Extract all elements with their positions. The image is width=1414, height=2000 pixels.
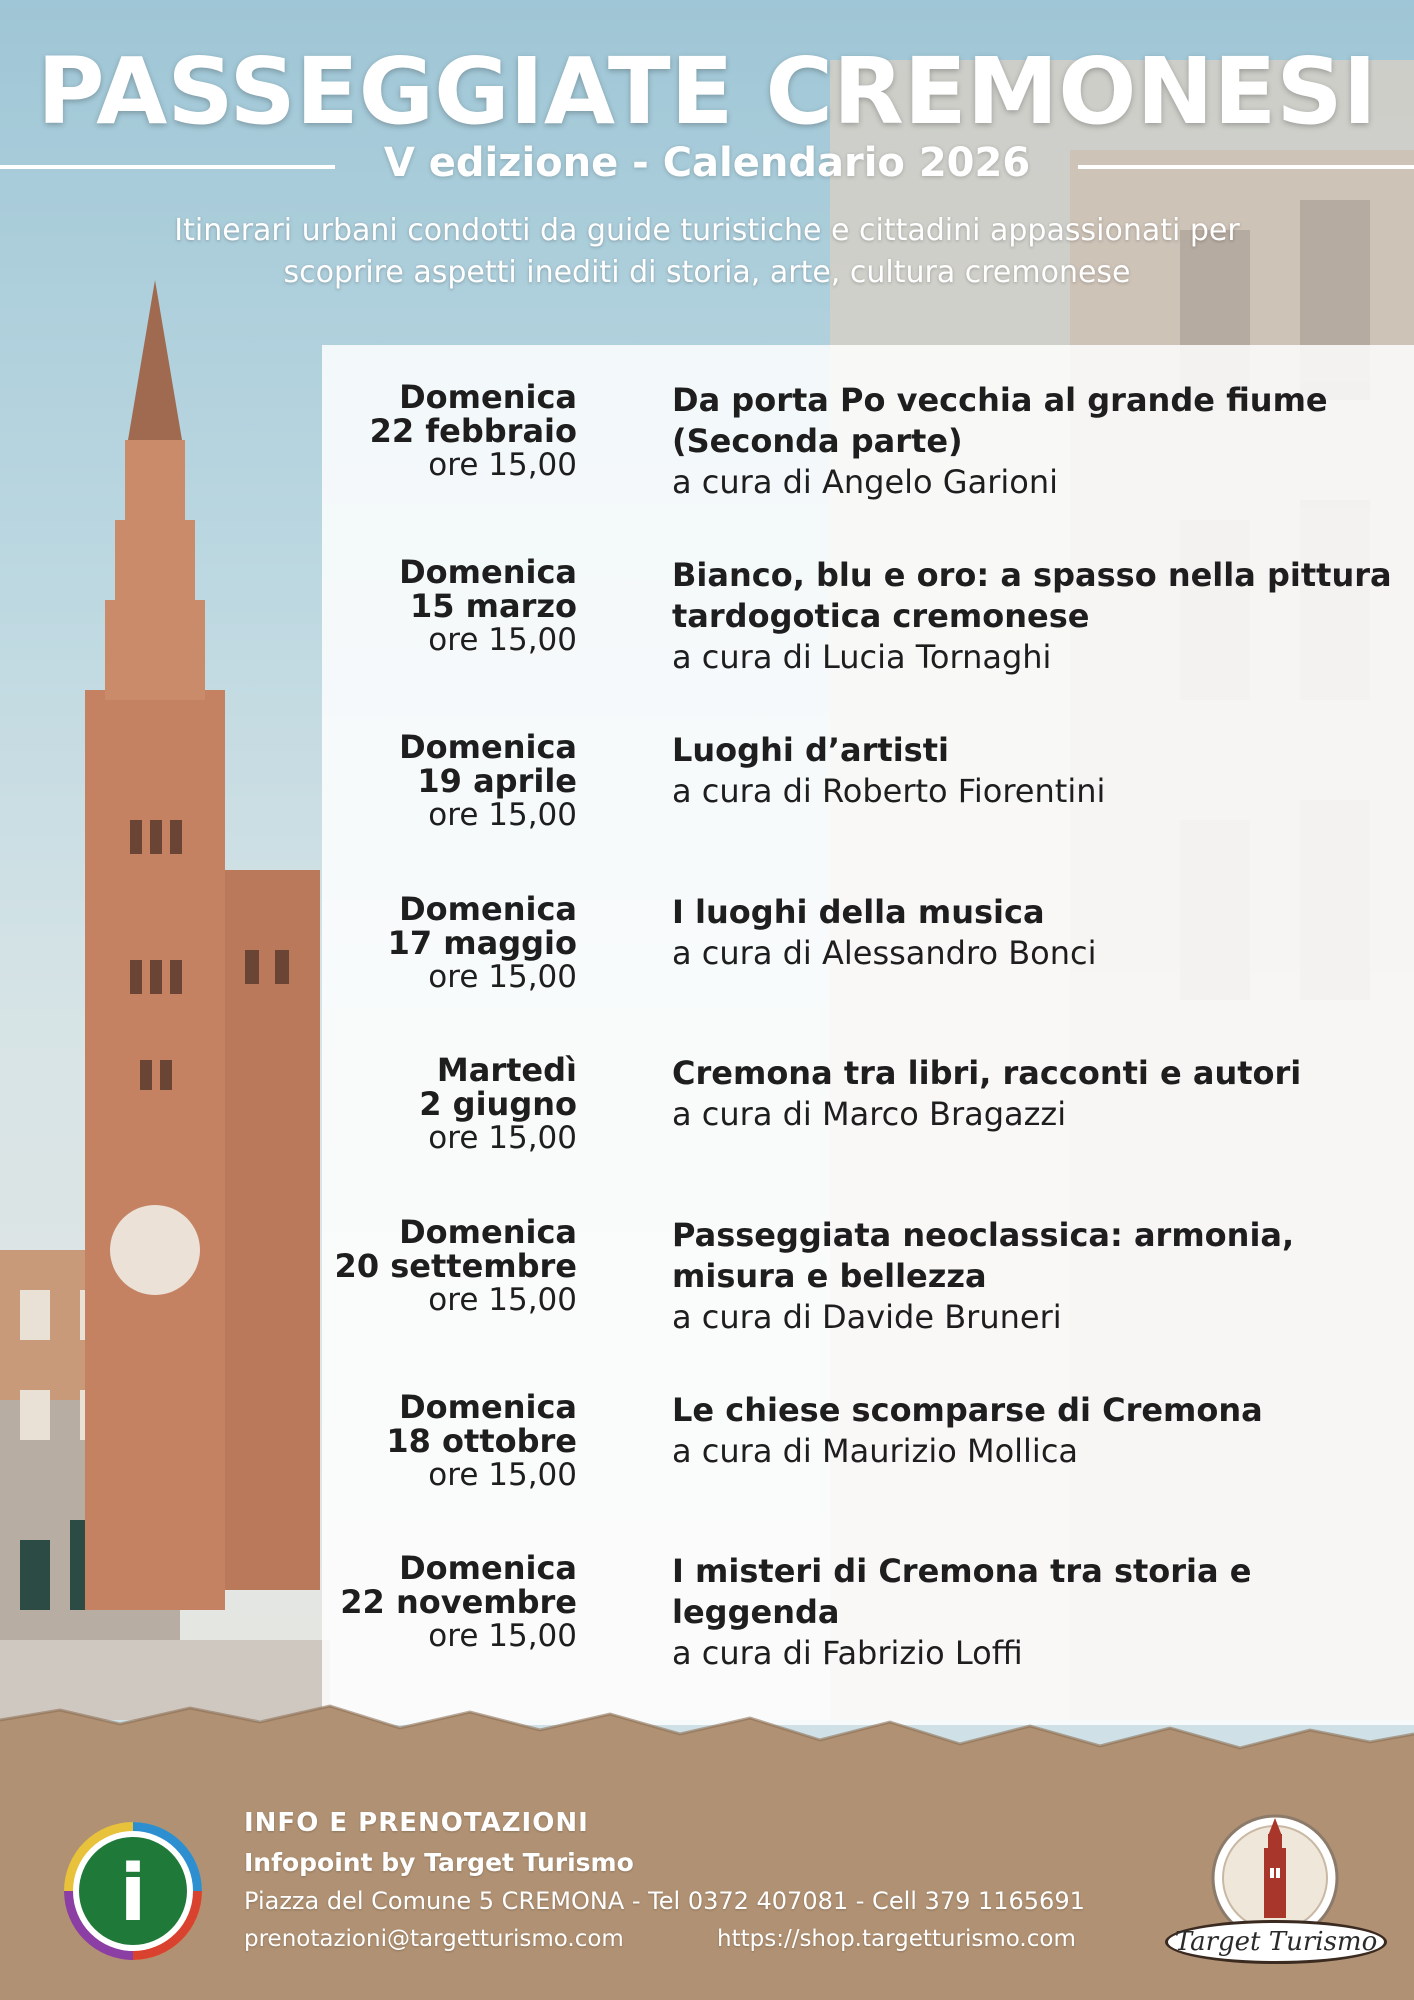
- event-curator: a cura di Alessandro Bonci: [672, 934, 1097, 972]
- infopoint-name: Infopoint by Target Turismo: [244, 1848, 634, 1877]
- event-info: [672, 730, 1412, 812]
- intro-line-2: scoprire aspetti inediti di storia, arte, cultura cremonese: [283, 255, 1131, 290]
- event-title-line: Da porta Po vecchia al grande fiume: [672, 381, 1328, 419]
- shop-website-link[interactable]: https://shop.targetturismo.com: [717, 1926, 1076, 1952]
- event-curator: a cura di Davide Bruneri: [672, 1298, 1062, 1336]
- event-day: Martedì: [436, 1051, 577, 1089]
- event-title-line: Le chiese scomparse di Cremona: [672, 1391, 1263, 1429]
- event-curator: a cura di Angelo Garioni: [672, 463, 1058, 501]
- contact-address: Piazza del Comune 5 CREMONA - Tel 0372 407081 - Cell 379 1165691: [244, 1887, 1085, 1915]
- contact-email-link[interactable]: prenotazioni@targetturismo.com: [244, 1926, 624, 1952]
- event-title-line: tardogotica cremonese: [672, 597, 1090, 635]
- event-date-month: 15 marzo: [410, 587, 577, 625]
- event-day: Domenica: [399, 1213, 577, 1251]
- event-info: [672, 892, 1412, 974]
- info-icon-glyph: i: [119, 1849, 147, 1939]
- intro-text: [40, 210, 1374, 294]
- event-info: [672, 1215, 1412, 1338]
- event-title-line: I misteri di Cremona tra storia e: [672, 1552, 1252, 1590]
- event-curator: a cura di Maurizio Mollica: [672, 1432, 1079, 1470]
- event-day: Domenica: [399, 1549, 577, 1587]
- subtitle-row: [0, 140, 1414, 190]
- event-info: [672, 1390, 1412, 1472]
- event-date: [322, 892, 577, 995]
- event-date-month: 20 settembre: [334, 1247, 577, 1285]
- event-date-month: 2 giugno: [419, 1085, 577, 1123]
- event-day: Domenica: [399, 890, 577, 928]
- event-date: [322, 1053, 577, 1156]
- event-time: ore 15,00: [428, 797, 577, 833]
- event-time: ore 15,00: [428, 1282, 577, 1318]
- event-title-line: Luoghi d’artisti: [672, 731, 949, 769]
- event-info: [672, 1053, 1412, 1135]
- event-day: Domenica: [399, 1388, 577, 1426]
- intro-line-1: Itinerari urbani condotti da guide turistiche e cittadini appassionati per: [174, 213, 1240, 248]
- event-curator: a cura di Marco Bragazzi: [672, 1095, 1067, 1133]
- event-title-line: (Seconda parte): [672, 422, 963, 460]
- info-icon: [62, 1820, 204, 1962]
- event-time: ore 15,00: [428, 1457, 577, 1493]
- page-title: PASSEGGIATE CREMONESI: [37, 38, 1377, 145]
- event-time: ore 15,00: [428, 622, 577, 658]
- event-date-month: 17 maggio: [387, 924, 577, 962]
- event-info: [672, 380, 1412, 503]
- info-heading: INFO E PRENOTAZIONI: [244, 1808, 589, 1838]
- event-title-line: Passeggiata neoclassica: armonia,: [672, 1216, 1295, 1254]
- event-time: ore 15,00: [428, 959, 577, 995]
- event-date: [322, 730, 577, 833]
- event-title-line: Cremona tra libri, racconti e autori: [672, 1054, 1302, 1092]
- event-date: [322, 1551, 577, 1654]
- event-day: Domenica: [399, 378, 577, 416]
- event-info: [672, 555, 1412, 678]
- edition-subtitle: V edizione - Calendario 2026: [383, 140, 1031, 186]
- event-time: ore 15,00: [428, 447, 577, 483]
- event-curator: a cura di Roberto Fiorentini: [672, 772, 1106, 810]
- event-curator: a cura di Fabrizio Loffi: [672, 1634, 1023, 1672]
- event-date: [322, 380, 577, 483]
- event-title-line: Bianco, blu e oro: a spasso nella pittura: [672, 556, 1392, 594]
- event-curator: a cura di Lucia Tornaghi: [672, 638, 1052, 676]
- event-time: ore 15,00: [428, 1120, 577, 1156]
- event-day: Domenica: [399, 728, 577, 766]
- event-date-month: 19 aprile: [417, 762, 577, 800]
- event-date: [322, 1215, 577, 1318]
- event-date-month: 22 novembre: [340, 1583, 577, 1621]
- event-title-line: I luoghi della musica: [672, 893, 1045, 931]
- event-date: [322, 1390, 577, 1493]
- event-time: ore 15,00: [428, 1618, 577, 1654]
- event-title-line: leggenda: [672, 1593, 840, 1631]
- event-date-month: 22 febbraio: [369, 412, 577, 450]
- brand-logo-label: Target Turismo: [1165, 1920, 1387, 1964]
- event-date-month: 18 ottobre: [386, 1422, 577, 1460]
- event-info: [672, 1551, 1412, 1674]
- event-title-line: misura e bellezza: [672, 1257, 987, 1295]
- event-day: Domenica: [399, 553, 577, 591]
- event-date: [322, 555, 577, 658]
- calendar-panel: [322, 345, 1414, 1725]
